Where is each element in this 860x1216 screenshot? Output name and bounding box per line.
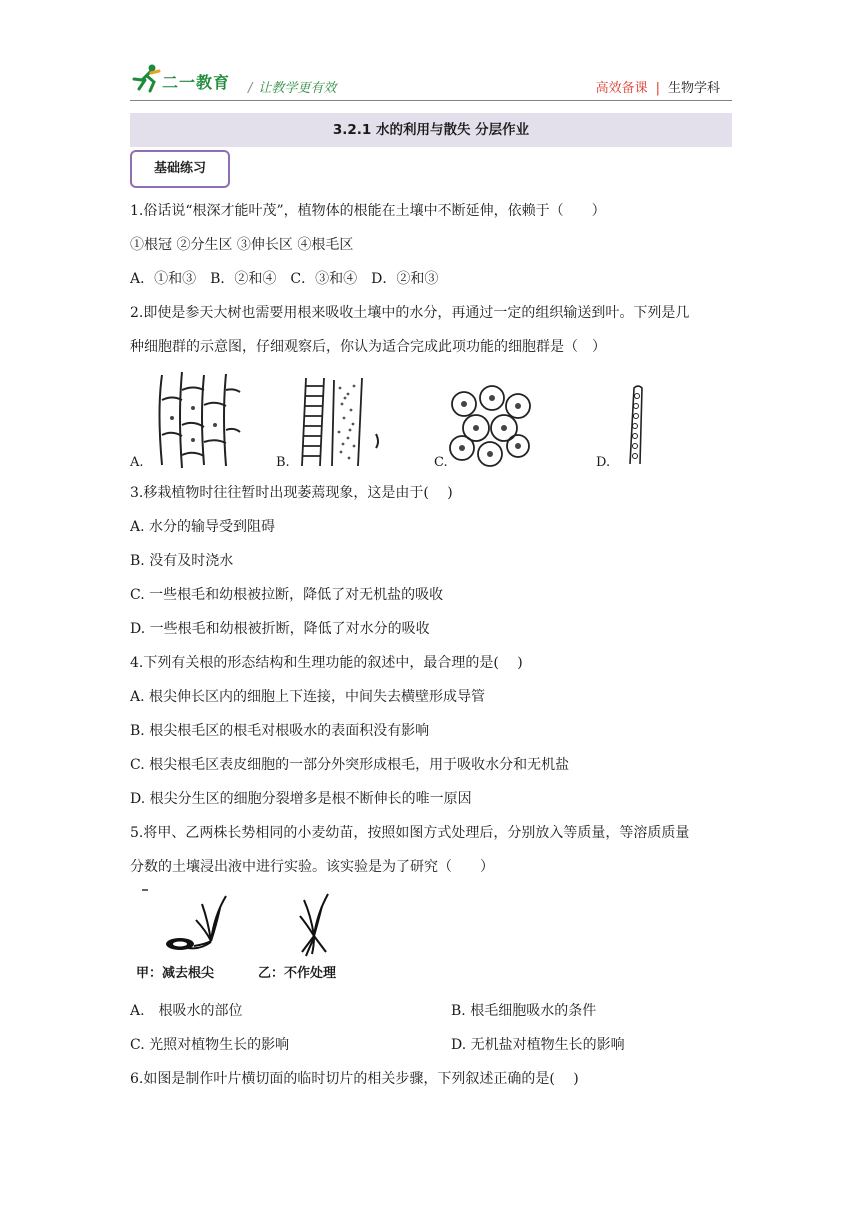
header-subject: 高效备课 | 生物学科: [595, 81, 720, 96]
q2-label-b: B.: [276, 455, 290, 470]
q3-option-a: A. 水分的输导受到阻碍: [130, 519, 276, 535]
q3-option-b: B. 没有及时浇水: [130, 553, 234, 569]
epidermal-cells-image: [620, 384, 650, 466]
q4-option-c: C. 根尖根毛区表皮细胞的一部分外突形成根毛，用于吸收水分和无机盐: [130, 757, 570, 773]
q6-stem: 6.如图是制作叶片横切面的临时切片的相关步骤，下列叙述正确的是( ): [130, 1071, 579, 1087]
q5-stem-1: 5.将甲、乙两株长势相同的小麦幼苗，按照如图方式处理后，分别放入等质量，等溶质质量: [130, 825, 690, 841]
q4-option-a: A. 根尖伸长区内的细胞上下连接，中间失去横壁形成导管: [130, 689, 486, 705]
page-header: [130, 60, 732, 104]
elongated-cells-image: [152, 370, 244, 470]
q4-option-b: B. 根尖根毛区的根毛对根吸水的表面积没有影响: [130, 723, 430, 739]
page-title: 3.2.1 水的利用与散失 分层作业: [130, 113, 732, 147]
section-badge: 基础练习: [130, 150, 230, 188]
seedling-image: [136, 886, 358, 958]
q5-option-d: D. 无机盐对植物生长的影响: [451, 1037, 625, 1053]
q5-option-b: B. 根毛细胞吸水的条件: [451, 1003, 597, 1019]
q1-options: A．①和③ B．②和④ C．③和④ D．②和③: [130, 271, 439, 287]
q4-option-d: D. 根尖分生区的细胞分裂增多是根不断伸长的唯一原因: [130, 791, 472, 807]
q4-stem: 4.下列有关根的形态结构和生理功能的叙述中，最合理的是( ): [130, 655, 523, 671]
q5-caption-yi: 乙：不作处理: [258, 966, 337, 981]
q1-stem: 1.俗话说“根深才能叶茂”，植物体的根能在土壤中不断延伸，依赖于（ ）: [130, 203, 606, 219]
logo: [130, 62, 242, 98]
q2-figure: [130, 370, 690, 474]
runner-icon: [130, 62, 164, 94]
q5-caption-jia: 甲：减去根尖: [136, 966, 215, 981]
slogan: / 让教学更有效: [248, 81, 337, 96]
logo-text: 二一教育: [162, 73, 231, 92]
vessel-cells-image: [296, 374, 382, 470]
q5-stem-2: 分数的土壤浸出液中进行实验。该实验是为了研究（ ）: [130, 859, 494, 875]
q5-option-a: A. 根吸水的部位: [130, 1003, 243, 1019]
q1-items: ①根冠 ②分生区 ③伸长区 ④根毛区: [130, 237, 354, 253]
q2-stem-2: 种细胞群的示意图，仔细观察后，你认为适合完成此项功能的细胞群是（ ）: [130, 339, 606, 355]
round-cells-image: [446, 384, 538, 468]
q5-option-c: C. 光照对植物生长的影响: [130, 1037, 290, 1053]
q5-figure: [136, 886, 358, 982]
q3-option-c: C. 一些根毛和幼根被拉断，降低了对无机盐的吸收: [130, 587, 444, 603]
q3-stem: 3.移栽植物时往往暂时出现萎蔫现象，这是由于( ): [130, 485, 453, 501]
q2-label-d: D.: [596, 455, 611, 470]
header-divider: [130, 100, 732, 101]
q2-label-c: C.: [434, 455, 448, 470]
q2-label-a: A.: [130, 455, 144, 470]
q2-stem-1: 2.即使是参天大树也需要用根来吸收土壤中的水分，再通过一定的组织输送到叶。下列是几: [130, 305, 690, 321]
q3-option-d: D. 一些根毛和幼根被折断，降低了对水分的吸收: [130, 621, 430, 637]
